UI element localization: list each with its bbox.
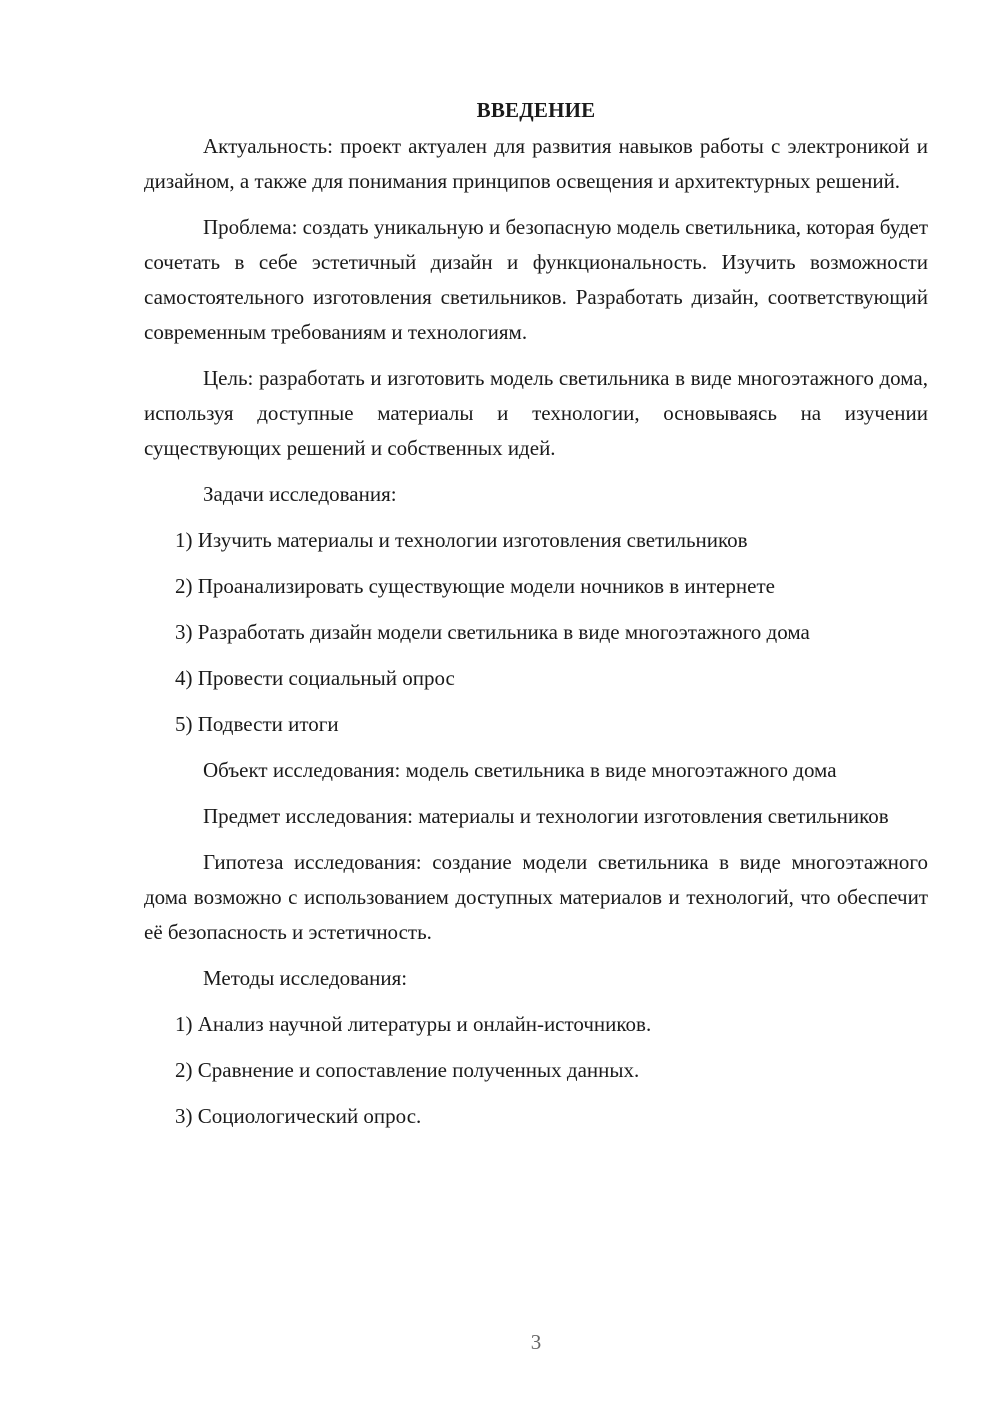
method-item: 2) Сравнение и сопоставление полученных данных. — [175, 1058, 640, 1082]
problem-paragraph: Проблема: создать уникальную и безопасную модель светильника, которая будет сочетать в себе эстетичный дизайн и функциональность. Изучить возможности самостоятельного изготовления светильников. Разработать дизайн, соответствующий современным требованиям и технологиям. — [144, 215, 929, 344]
task-item: 3) Разработать дизайн модели светильника в виде многоэтажного дома — [175, 620, 810, 644]
task-item: 5) Подвести итоги — [175, 712, 339, 736]
task-item: 1) Изучить материалы и технологии изготовления светильников — [175, 528, 748, 552]
subject-paragraph: Предмет исследования: материалы и технологии изготовления светильников — [203, 804, 889, 828]
tasks-heading: Задачи исследования: — [203, 482, 397, 506]
method-item: 3) Социологический опрос. — [175, 1104, 422, 1128]
page-number: 3 — [530, 1330, 542, 1354]
hypothesis-paragraph: Гипотеза исследования: создание модели светильника в виде многоэтажного дома возможно с использованием доступных материалов и технологий, что обеспечит её безопасность и эстетичность. — [144, 850, 928, 944]
relevance-paragraph: Актуальность: проект актуален для развития навыков работы с электроникой и дизайном, а также для понимания принципов освещения и архитектурных решений. — [144, 134, 928, 193]
task-item: 2) Проанализировать существующие модели ночников в интернете — [175, 574, 775, 598]
object-paragraph: Объект исследования: модель светильника в виде многоэтажного дома — [203, 758, 837, 782]
goal-paragraph: Цель: разработать и изготовить модель светильника в виде многоэтажного дома, используя доступные материалы и технологии, основываясь на изучении существующих решений и собственных идей. — [144, 366, 928, 460]
page-title: ВВЕДЕНИЕ — [476, 98, 596, 122]
page-content — [144, 93, 928, 1145]
method-item: 1) Анализ научной литературы и онлайн-источников. — [175, 1012, 652, 1036]
task-item: 4) Провести социальный опрос — [175, 666, 455, 690]
methods-heading: Методы исследования: — [203, 966, 408, 990]
